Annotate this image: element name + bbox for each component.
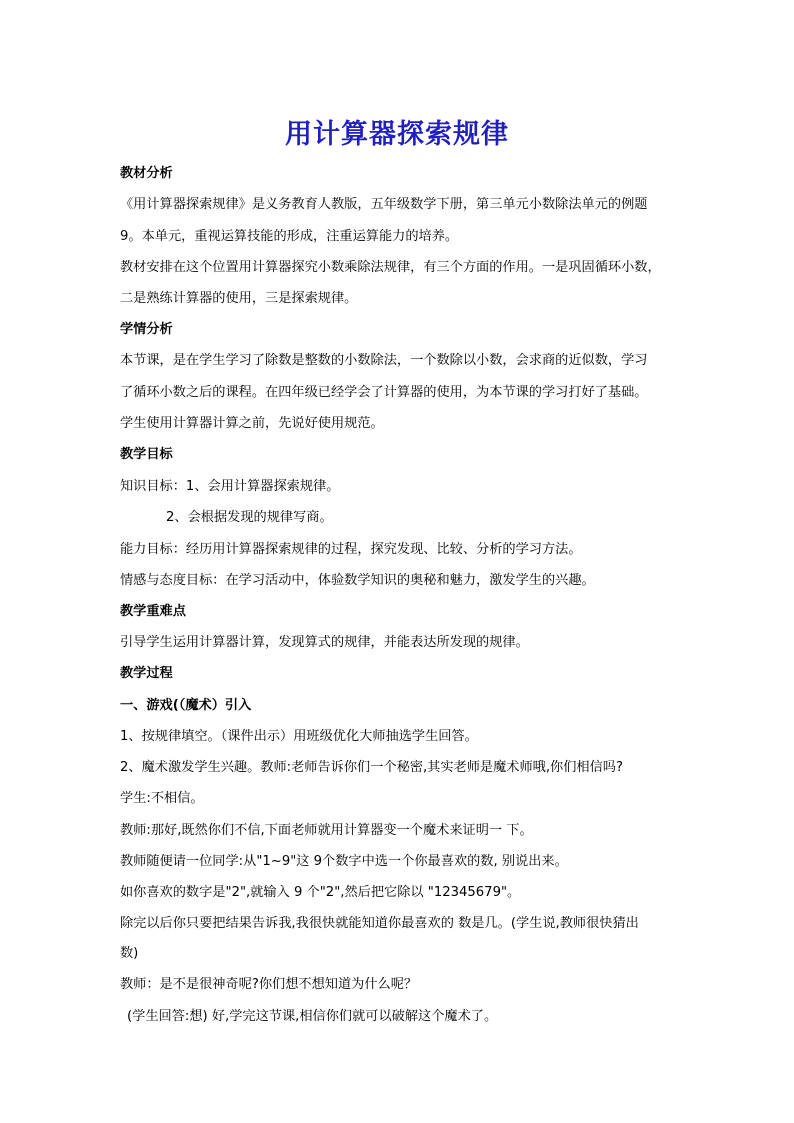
paragraph-line: 2、魔术激发学生兴趣。教师:老师告诉你们一个秘密,其实老师是魔术师哦,你们相信吗? [120,760,623,775]
paragraph-line: 了循环小数之后的课程。在四年级已经学会了计算器的使用，为本节课的学习打好了基础。 [120,385,648,400]
paragraph-line: 除完以后你只要把结果告诉我,我很快就能知道你最喜欢的 数是几。(学生说,教师很快猜出 [120,916,639,931]
section-heading-student-analysis: 学情分析 [120,322,173,337]
paragraph-line: 1、按规律填空。（课件出示）用班级优化大师抽选学生回答。 [120,729,478,744]
section-heading-textbook-analysis: 教材分析 [120,166,173,181]
paragraph-line: (学生回答:想) 好,学完这节课,相信你们就可以破解这个魔术了。 [127,1009,498,1024]
paragraph-line: 教师：是不是很神奇呢?你们想不想知道为什么呢？ [120,977,418,992]
paragraph-line: 教材安排在这个位置用计算器探究小数乘除法规律，有三个方面的作用。一是巩固循环小数， [120,260,661,275]
paragraph-line: 引导学生运用计算器计算，发现算式的规律，并能表达所发现的规律。 [120,635,529,650]
paragraph-line: 数) [120,946,139,961]
paragraph-line: 情感与态度目标：在学习活动中，体验数学知识的奥秘和魅力，激发学生的兴趣。 [120,573,595,588]
paragraph-line: 《用计算器探索规律》是义务教育人教版，五年级数学下册，第三单元小数除法单元的例题 [120,197,648,212]
paragraph-line: 本节课，是在学生学习了除数是整数的小数除法，一个数除以小数，会求商的近似数，学习 [120,353,648,368]
section-heading-teaching-process: 教学过程 [120,666,173,681]
paragraph-line: 教师随便请一位同学:从"1~9"这 9个数字中选一个你最喜欢的数, 别说出来。 [120,854,568,869]
paragraph-line: 能力目标：经历用计算器探索规律的过程，探究发现、比较、分析的学习方法。 [120,542,582,557]
paragraph-line: 学生:不相信。 [120,791,204,806]
document-title: 用计算器探索规律 [285,119,509,150]
subsection-heading-game-intro: 一、游戏(（魔术）引入 [120,698,252,713]
paragraph-line: 如你喜欢的数字是"2",就输入 9 个"2",然后把它除以 "12345679"。 [120,885,521,900]
paragraph-line: 学生使用计算器计算之前，先说好使用规范。 [120,416,384,431]
section-heading-key-points: 教学重难点 [120,604,186,619]
section-heading-teaching-goals: 教学目标 [120,447,173,462]
paragraph-line: 知识目标：1、会用计算器探索规律。 [120,479,340,494]
paragraph-line: 教师:那好,既然你们不信,下面老师就用计算器变一个魔术来证明一 下。 [120,823,533,838]
paragraph-line-indented: 2、会根据发现的规律写商。 [166,510,333,525]
paragraph-line: 9。本单元，重视运算技能的形成，注重运算能力的培养。 [120,229,459,244]
paragraph-line: 二是熟练计算器的使用，三是探索规律。 [120,291,358,306]
